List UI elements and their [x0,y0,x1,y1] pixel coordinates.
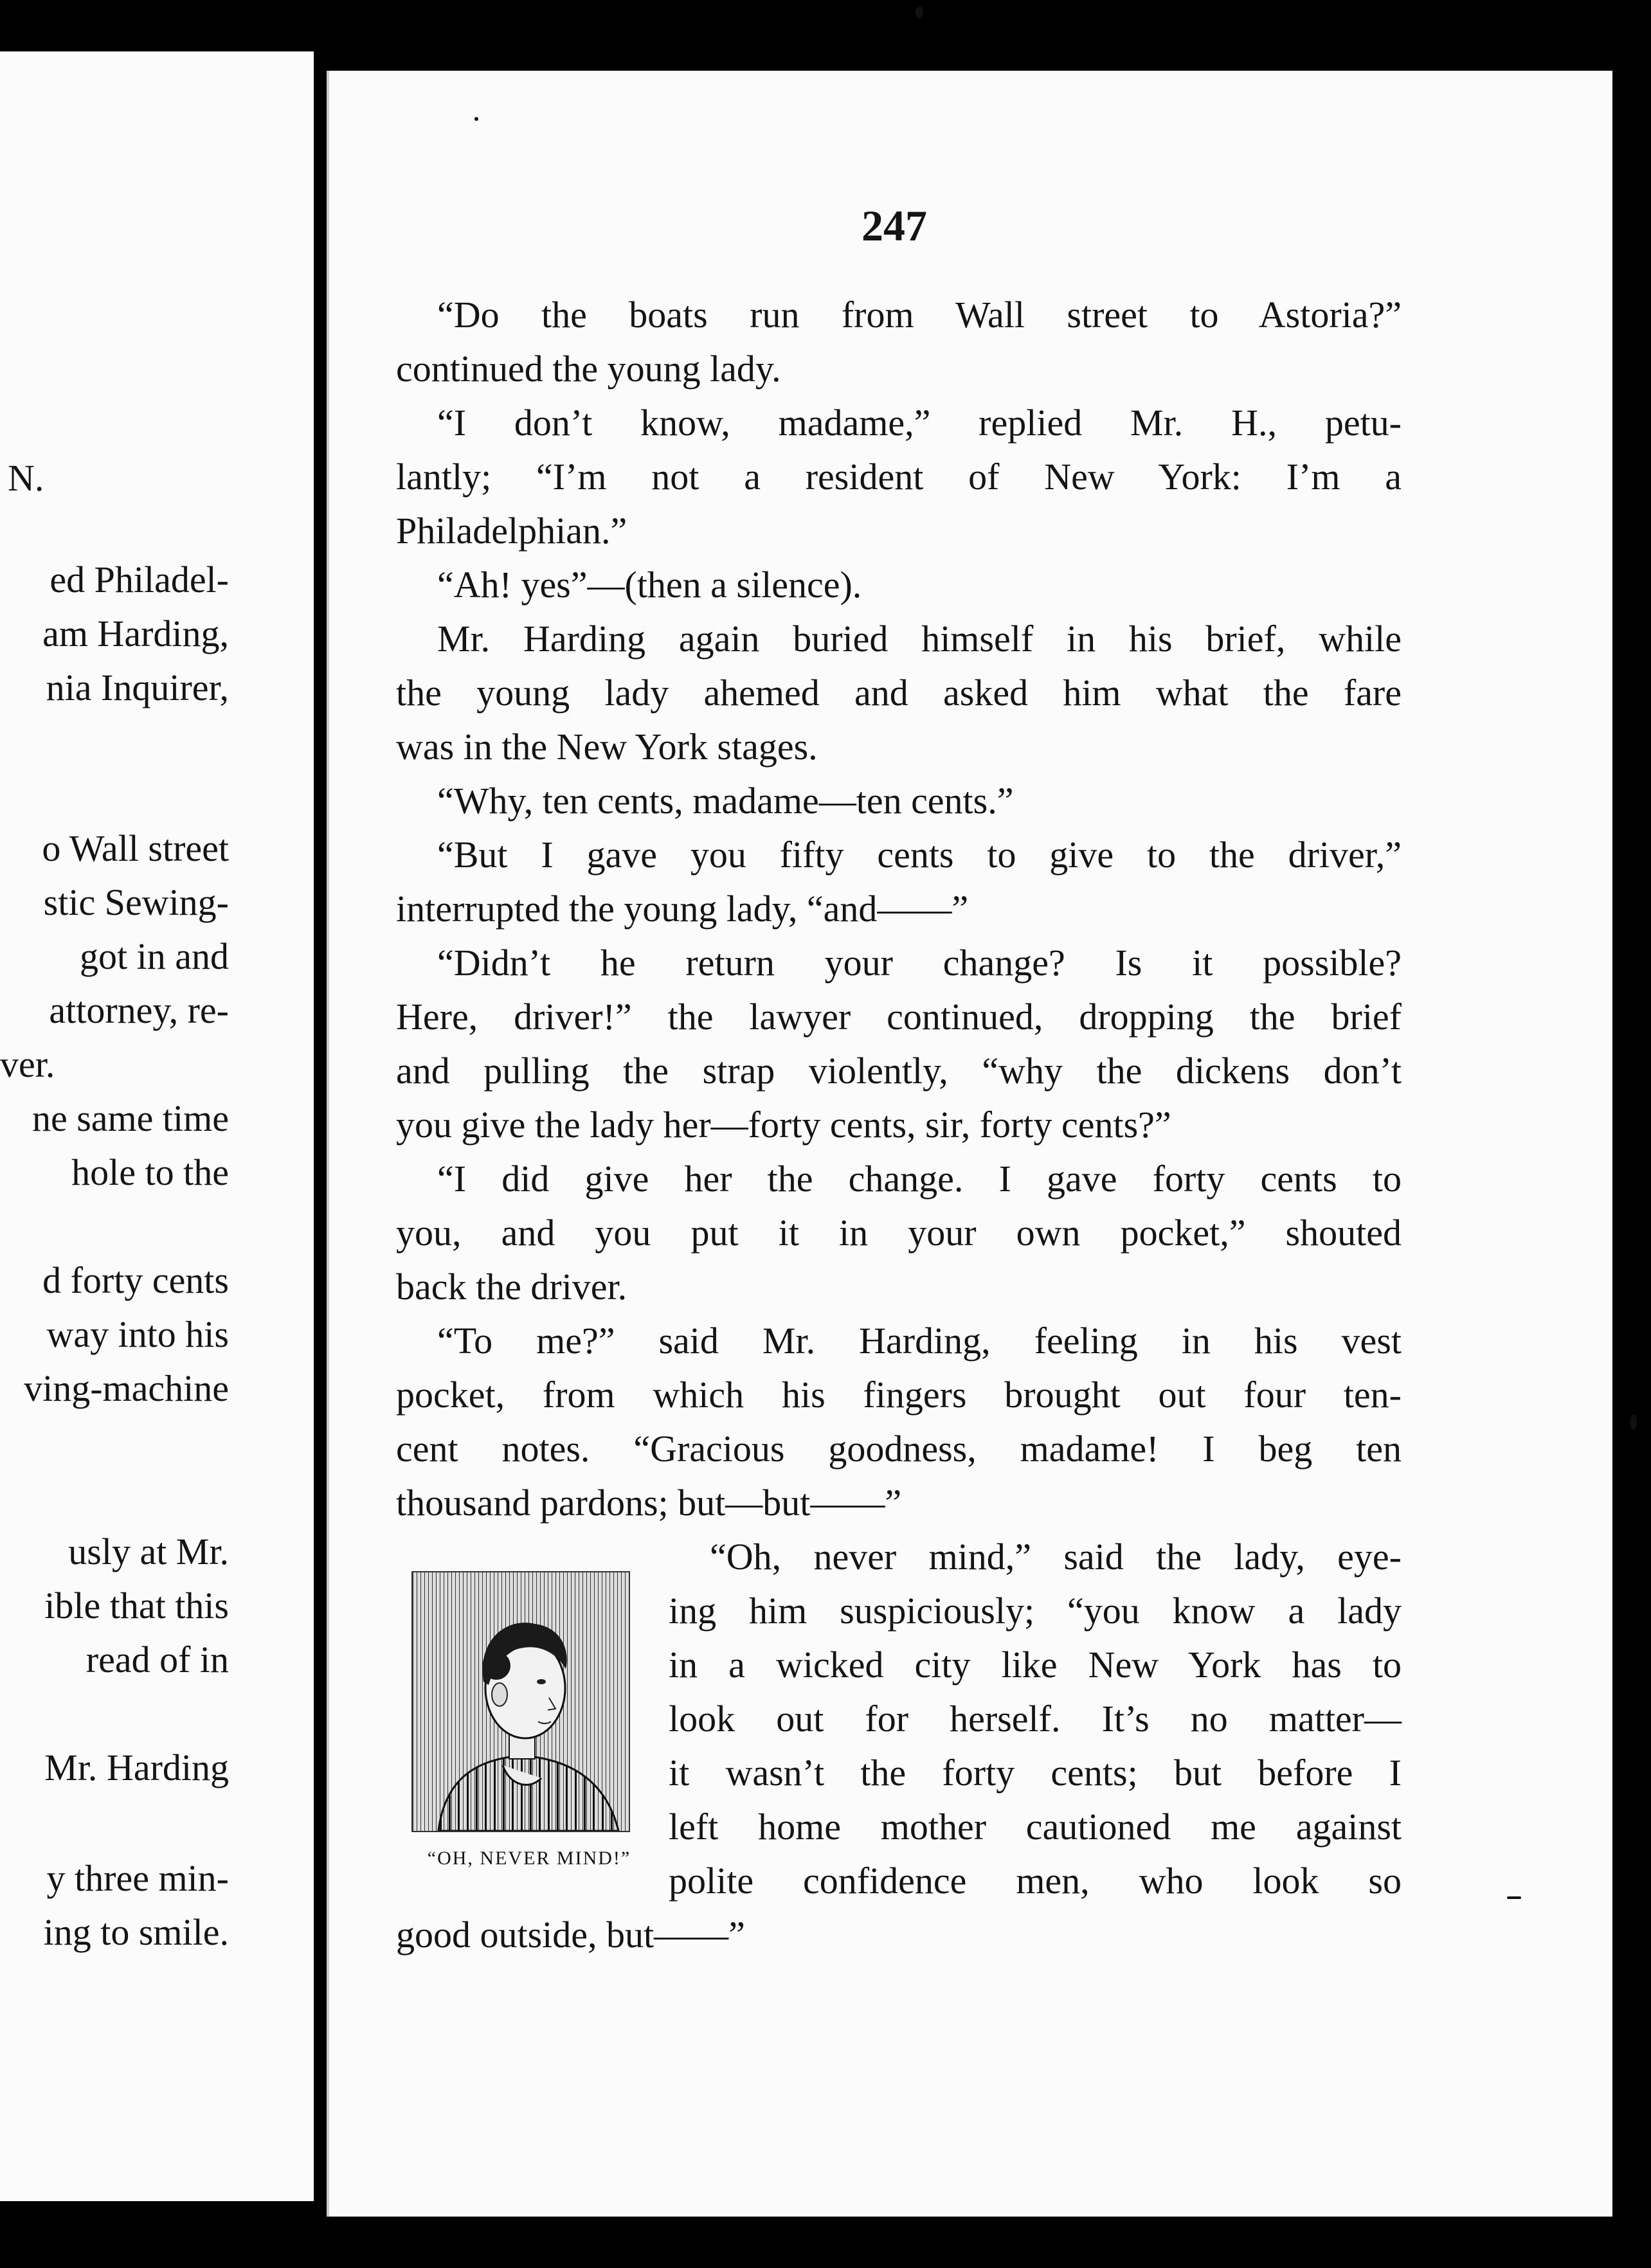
left-paragraph-2: o Wall street stic Sewing- got in and attorney, re- ver. ne same time hole to the [0,827,229,1193]
page-number: 247 [862,201,927,250]
text-line: look out for herself. It’s no matter— [669,1698,1402,1740]
text-line: continued the young lady. [396,348,781,390]
text-line: polite confidence men, who look so [669,1860,1402,1902]
text-line: left home mother cautioned me against [669,1806,1402,1848]
left-page [0,51,314,2201]
left-paragraph-3: d forty cents way into his ving-machine [24,1259,229,1409]
text-line: ing him suspiciously; “you know a lady [669,1590,1402,1632]
ink-speck [1507,1896,1521,1899]
left-paragraph-1: ed Philadel- am Harding, nia Inquirer, [42,559,229,708]
left-paragraph-6: y three min- ing to smile. [43,1857,229,1953]
ink-speck [916,6,923,18]
illustration-caption: “OH, NEVER MIND!” [427,1848,631,1869]
text-line: and pulling the strap violently, “why the dickens don’t [396,1050,1402,1092]
text-line: back the driver. [396,1266,627,1308]
text-line: thousand pardons; but—but——” [396,1482,902,1524]
text-line: “Why, ten cents, madame—ten cents.” [437,780,1014,822]
text-line: pocket, from which his fingers brought out four ten- [396,1374,1402,1416]
left-paragraph-4: usly at Mr. ible that this read of in [44,1531,229,1680]
text-line: “Ah! yes”—(then a silence). [437,564,862,606]
text-line: in a wicked city like New York has to [669,1644,1402,1686]
left-heading-fragment: N. [8,457,44,499]
left-paragraph-5: Mr. Harding [44,1747,229,1788]
text-line: Philadelphian.” [396,510,627,552]
text-line: Here, driver!” the lawyer continued, dropping the brief [396,996,1402,1038]
text-line: “Oh, never mind,” said the lady, eye- [710,1536,1402,1578]
text-line: you, and you put it in your own pocket,” shouted [396,1212,1402,1254]
text-line: “Didn’t he return your change? Is it possible? [437,942,1402,984]
text-line: “To me?” said Mr. Harding, feeling in his vest [437,1320,1402,1362]
text-line: “I don’t know, madame,” replied Mr. H., petu- [437,402,1402,444]
ink-speck [1630,1414,1637,1430]
text-line: the young lady ahemed and asked him what the fare [396,672,1402,714]
text-line: Mr. Harding again buried himself in his brief, while [437,618,1402,660]
text-line: it wasn’t the forty cents; but before I [669,1752,1402,1794]
text-line: lantly; “I’m not a resident of New York: I’m a [396,456,1402,498]
portrait-engraving [413,1572,629,1831]
text-line: you give the lady her—forty cents, sir, forty cents?” [396,1104,1171,1146]
text-line: interrupted the young lady, “and——” [396,888,969,930]
text-line: “I did give her the change. I gave forty cents to [437,1158,1402,1200]
text-line: was in the New York stages. [396,726,818,768]
text-line: “Do the boats run from Wall street to Astoria?” [437,294,1402,336]
text-line: cent notes. “Gracious goodness, madame! I beg ten [396,1428,1402,1470]
text-line: “But I gave you fifty cents to give to the driver,” [437,834,1402,876]
portrait-illustration [411,1571,630,1832]
text-line: good outside, but——” [396,1914,745,1956]
ink-speck [474,117,478,121]
